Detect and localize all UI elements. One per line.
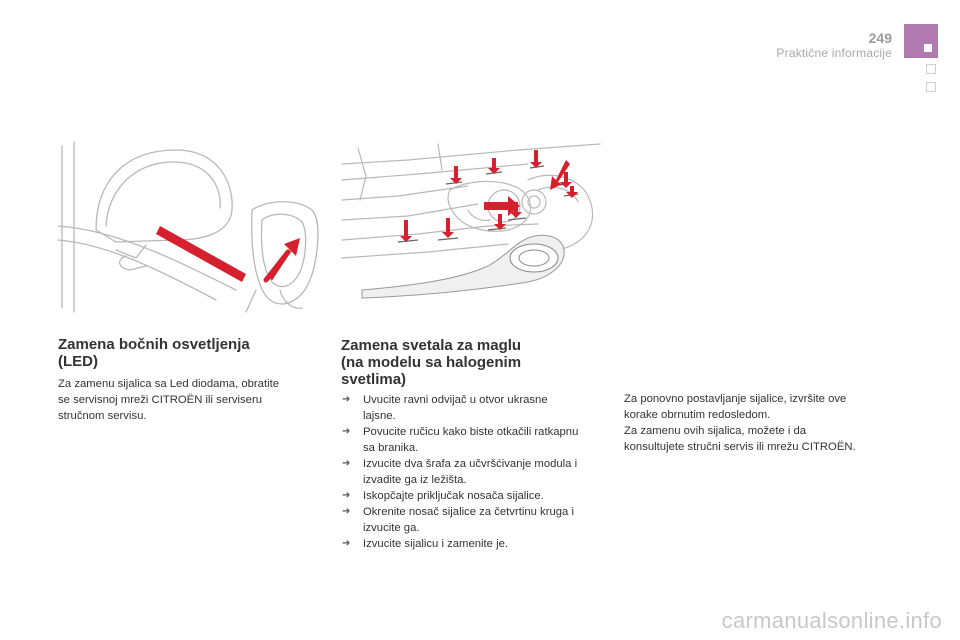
list-item	[341, 456, 603, 488]
led-section-heading	[58, 336, 308, 370]
list-item	[341, 536, 603, 552]
fog-steps-list	[341, 392, 603, 552]
fog-section-heading	[341, 337, 591, 388]
led-section-text	[58, 376, 318, 424]
led-heading-line: (LED)	[58, 353, 98, 370]
step-text: Okrenite nosač sijalice za četvrtinu kruga i	[363, 506, 574, 518]
page-number: 249	[868, 30, 892, 46]
chapter-title: Praktične informacije	[776, 46, 892, 60]
reassembly-note	[624, 391, 924, 455]
arrow-right-icon: ➔	[342, 426, 351, 437]
fog-heading-line: (na modelu sa halogenim	[341, 354, 522, 371]
tab-square-icon	[924, 44, 932, 52]
arrow-right-icon: ➔	[342, 506, 351, 517]
note-line: korake obrnutim redosledom.	[624, 409, 771, 421]
arrow-right-icon: ➔	[342, 538, 351, 549]
step-text: izvucite ga.	[363, 522, 420, 534]
arrow-right-icon: ➔	[342, 490, 351, 501]
fog-heading-line: svetlima)	[341, 371, 407, 388]
watermark: carmanualsonline.info	[721, 608, 942, 633]
chapter-tab-empty-icon	[926, 64, 936, 74]
list-item	[341, 488, 603, 504]
list-item	[341, 424, 603, 456]
led-text-line: se servisnoj mreži CITROËN ili serviseru	[58, 394, 263, 406]
step-text: Povucite ručicu kako biste otkačili ratkapnu	[363, 426, 579, 438]
led-text-line: Za zamenu sijalica sa Led diodama, obratite	[58, 378, 280, 390]
step-text: Uvucite ravni odvijač u otvor ukrasne	[363, 394, 548, 406]
led-heading-line: Zamena bočnih osvetljenja	[58, 336, 250, 353]
step-text: Iskopčajte priključak nosača sijalice.	[363, 490, 544, 502]
step-text: lajsne.	[363, 410, 396, 422]
note-line: Za zamenu ovih sijalica, možete i da	[624, 425, 807, 437]
note-line: Za ponovno postavljanje sijalice, izvršite ove	[624, 393, 847, 405]
step-text: Izvucite sijalicu i zamenite je.	[363, 538, 509, 550]
list-item	[341, 504, 603, 536]
arrow-right-icon: ➔	[342, 458, 351, 469]
mirror-led-illustration	[56, 140, 320, 315]
step-text: sa branika.	[363, 442, 419, 454]
chapter-tab-marker	[904, 24, 938, 58]
note-line: konsultujete stručni servis ili mrežu CITROËN.	[624, 441, 856, 453]
list-item	[341, 392, 603, 424]
led-text-line: stručnom servisu.	[58, 410, 147, 422]
step-text: izvadite ga iz ležišta.	[363, 474, 467, 486]
fog-lamp-illustration	[338, 140, 604, 300]
step-text: Izvucite dva šrafa za učvršćivanje modula i	[363, 458, 578, 470]
arrow-right-icon: ➔	[342, 394, 351, 405]
chapter-tab-empty-icon	[926, 82, 936, 92]
fog-heading-line: Zamena svetala za maglu	[341, 337, 522, 354]
